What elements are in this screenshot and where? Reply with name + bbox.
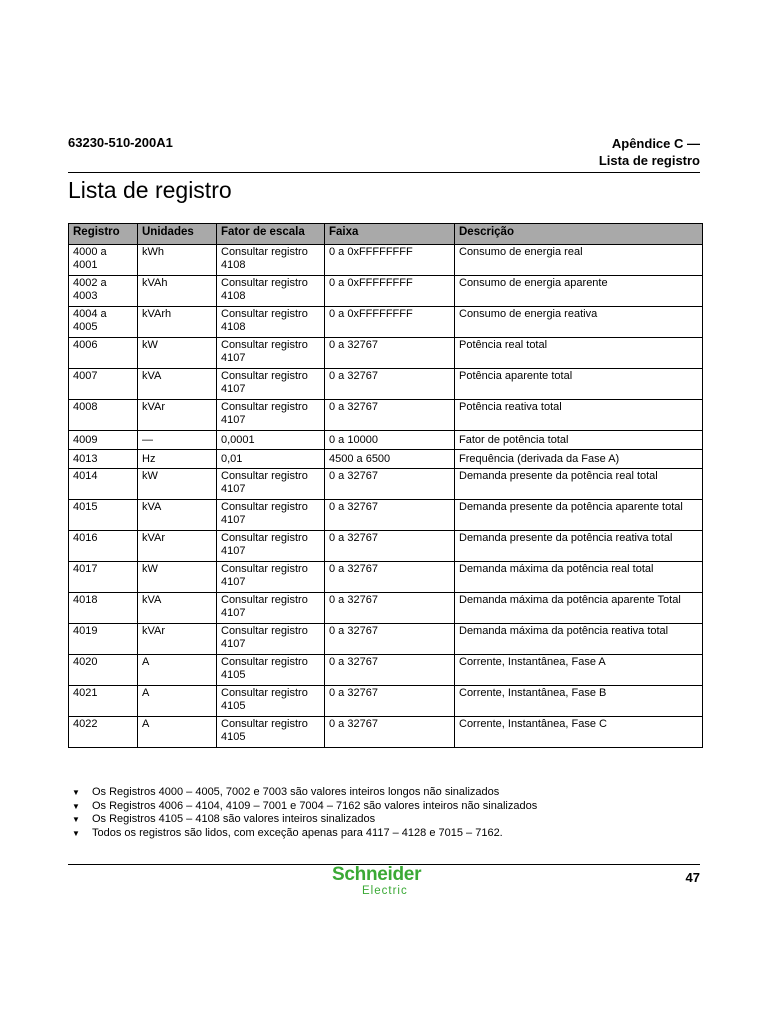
table-row [69, 431, 703, 450]
cell-faixa: 0 a 32767 [325, 400, 455, 431]
cell-registro: 4016 [69, 531, 138, 562]
schneider-electric-logo [332, 865, 442, 899]
cell-faixa: 0 a 32767 [325, 655, 455, 686]
table-header-row [69, 224, 703, 245]
cell-descricao: Demanda presente da potência real total [455, 469, 703, 500]
cell-registro: 4002 a 4003 [69, 276, 138, 307]
cell-faixa: 0 a 32767 [325, 593, 455, 624]
cell-unidades: Hz [138, 450, 217, 469]
triangle-bullet-icon: ▼ [72, 788, 80, 797]
cell-registro: 4007 [69, 369, 138, 400]
triangle-bullet-icon: ▼ [72, 828, 80, 838]
note-text: Todos os registros são lidos, com exceção apenas para 4117 – 4128 e 7015 – 7162. [92, 826, 503, 839]
table-row [69, 450, 703, 469]
cell-faixa: 0 a 32767 [325, 686, 455, 717]
cell-descricao: Demanda máxima da potência aparente Total [455, 593, 703, 624]
cell-descricao: Consumo de energia real [455, 245, 703, 276]
cell-fator-de-escala: Consultar registro 4107 [217, 469, 325, 500]
cell-faixa: 0 a 0xFFFFFFFF [325, 307, 455, 338]
cell-registro: 4000 a 4001 [69, 245, 138, 276]
cell-faixa: 0 a 32767 [325, 531, 455, 562]
document-number: 63230-510-200A1 [68, 135, 173, 150]
cell-fator-de-escala: Consultar registro 4108 [217, 245, 325, 276]
cell-fator-de-escala: Consultar registro 4107 [217, 593, 325, 624]
cell-descricao: Corrente, Instantânea, Fase B [455, 686, 703, 717]
cell-registro: 4014 [69, 469, 138, 500]
column-header-fator-de-escala: Fator de escala [217, 224, 325, 245]
table-row [69, 369, 703, 400]
cell-fator-de-escala: Consultar registro 4107 [217, 369, 325, 400]
cell-unidades: kVA [138, 500, 217, 531]
register-table [68, 223, 703, 748]
cell-unidades: kVA [138, 593, 217, 624]
cell-registro: 4004 a 4005 [69, 307, 138, 338]
table-row [69, 562, 703, 593]
cell-fator-de-escala: Consultar registro 4107 [217, 400, 325, 431]
cell-unidades: kW [138, 469, 217, 500]
cell-unidades: kVAr [138, 400, 217, 431]
cell-unidades: A [138, 655, 217, 686]
section-label: Lista de registro [598, 153, 700, 168]
cell-unidades: kVArh [138, 307, 217, 338]
cell-descricao: Potência real total [455, 338, 703, 369]
cell-descricao: Demanda presente da potência reativa total [455, 531, 703, 562]
cell-faixa: 0 a 0xFFFFFFFF [325, 245, 455, 276]
cell-descricao: Corrente, Instantânea, Fase C [455, 717, 703, 748]
cell-fator-de-escala: Consultar registro 4107 [217, 338, 325, 369]
cell-unidades: kW [138, 562, 217, 593]
note-text: Os Registros 4105 – 4108 são valores inteiros sinalizados [92, 813, 376, 825]
cell-faixa: 0 a 32767 [325, 338, 455, 369]
cell-faixa: 0 a 32767 [325, 562, 455, 593]
cell-faixa: 4500 a 6500 [325, 450, 455, 469]
appendix-label: Apêndice C — [611, 136, 700, 151]
cell-unidades: — [138, 431, 217, 450]
note-item [72, 786, 537, 800]
cell-unidades: kVAh [138, 276, 217, 307]
cell-fator-de-escala: Consultar registro 4105 [217, 686, 325, 717]
note-text: Os Registros 4006 – 4104, 4109 – 7001 e 7004 – 7162 são valores inteiros não sinalizados [92, 799, 538, 812]
column-header-registro: Registro [69, 224, 138, 245]
table-row [69, 400, 703, 431]
cell-unidades: kVAr [138, 531, 217, 562]
cell-registro: 4015 [69, 500, 138, 531]
cell-faixa: 0 a 32767 [325, 624, 455, 655]
table-row [69, 717, 703, 748]
logo-name: Schneider [332, 864, 422, 885]
cell-descricao: Corrente, Instantânea, Fase A [455, 655, 703, 686]
table-row [69, 593, 703, 624]
cell-registro: 4020 [69, 655, 138, 686]
cell-fator-de-escala: Consultar registro 4107 [217, 562, 325, 593]
cell-unidades: kVA [138, 369, 217, 400]
cell-fator-de-escala: Consultar registro 4107 [217, 624, 325, 655]
section-heading [599, 135, 700, 169]
triangle-bullet-icon: ▼ [72, 815, 80, 824]
cell-descricao: Potência reativa total [455, 400, 703, 431]
cell-faixa: 0 a 0xFFFFFFFF [325, 276, 455, 307]
logo-subtitle: Electric [362, 885, 408, 897]
cell-registro: 4008 [69, 400, 138, 431]
table-row [69, 338, 703, 369]
cell-descricao: Consumo de energia reativa [455, 307, 703, 338]
note-item [72, 813, 537, 827]
table-row [69, 655, 703, 686]
cell-registro: 4009 [69, 431, 138, 450]
column-header-unidades: Unidades [138, 224, 217, 245]
cell-registro: 4022 [69, 717, 138, 748]
cell-unidades: A [138, 686, 217, 717]
triangle-bullet-icon: ▼ [72, 801, 80, 811]
table-row [69, 469, 703, 500]
page-number: 47 [685, 870, 700, 885]
cell-registro: 4019 [69, 624, 138, 655]
cell-unidades: kVAr [138, 624, 217, 655]
cell-fator-de-escala: 0,01 [217, 450, 325, 469]
cell-fator-de-escala: Consultar registro 4107 [217, 500, 325, 531]
cell-descricao: Potência aparente total [455, 369, 703, 400]
cell-fator-de-escala: Consultar registro 4108 [217, 276, 325, 307]
table-row [69, 624, 703, 655]
note-text: Os Registros 4000 – 4005, 7002 e 7003 são valores inteiros longos não sinalizados [92, 786, 500, 798]
cell-faixa: 0 a 32767 [325, 469, 455, 500]
cell-fator-de-escala: 0,0001 [217, 431, 325, 450]
cell-descricao: Demanda presente da potência aparente total [455, 500, 703, 531]
cell-faixa: 0 a 32767 [325, 500, 455, 531]
table-row [69, 531, 703, 562]
cell-fator-de-escala: Consultar registro 4105 [217, 717, 325, 748]
cell-registro: 4017 [69, 562, 138, 593]
cell-registro: 4018 [69, 593, 138, 624]
cell-fator-de-escala: Consultar registro 4107 [217, 531, 325, 562]
cell-registro: 4013 [69, 450, 138, 469]
header-divider [68, 172, 700, 173]
table-row [69, 276, 703, 307]
cell-fator-de-escala: Consultar registro 4105 [217, 655, 325, 686]
cell-faixa: 0 a 32767 [325, 369, 455, 400]
cell-descricao: Consumo de energia aparente [455, 276, 703, 307]
page-title: Lista de registro [68, 177, 232, 203]
note-item [72, 827, 537, 841]
cell-faixa: 0 a 10000 [325, 431, 455, 450]
column-header-descricao: Descrição [455, 224, 703, 245]
cell-faixa: 0 a 32767 [325, 717, 455, 748]
table-row [69, 307, 703, 338]
cell-unidades: kWh [138, 245, 217, 276]
note-item [72, 800, 537, 814]
notes-list [72, 786, 537, 840]
table-row [69, 686, 703, 717]
cell-unidades: A [138, 717, 217, 748]
cell-descricao: Demanda máxima da potência reativa total [455, 624, 703, 655]
cell-descricao: Demanda máxima da potência real total [455, 562, 703, 593]
cell-fator-de-escala: Consultar registro 4108 [217, 307, 325, 338]
table-row [69, 245, 703, 276]
cell-registro: 4006 [69, 338, 138, 369]
column-header-faixa: Faixa [325, 224, 455, 245]
table-row [69, 500, 703, 531]
cell-unidades: kW [138, 338, 217, 369]
cell-descricao: Frequência (derivada da Fase A) [455, 450, 703, 469]
cell-registro: 4021 [69, 686, 138, 717]
cell-descricao: Fator de potência total [455, 431, 703, 450]
